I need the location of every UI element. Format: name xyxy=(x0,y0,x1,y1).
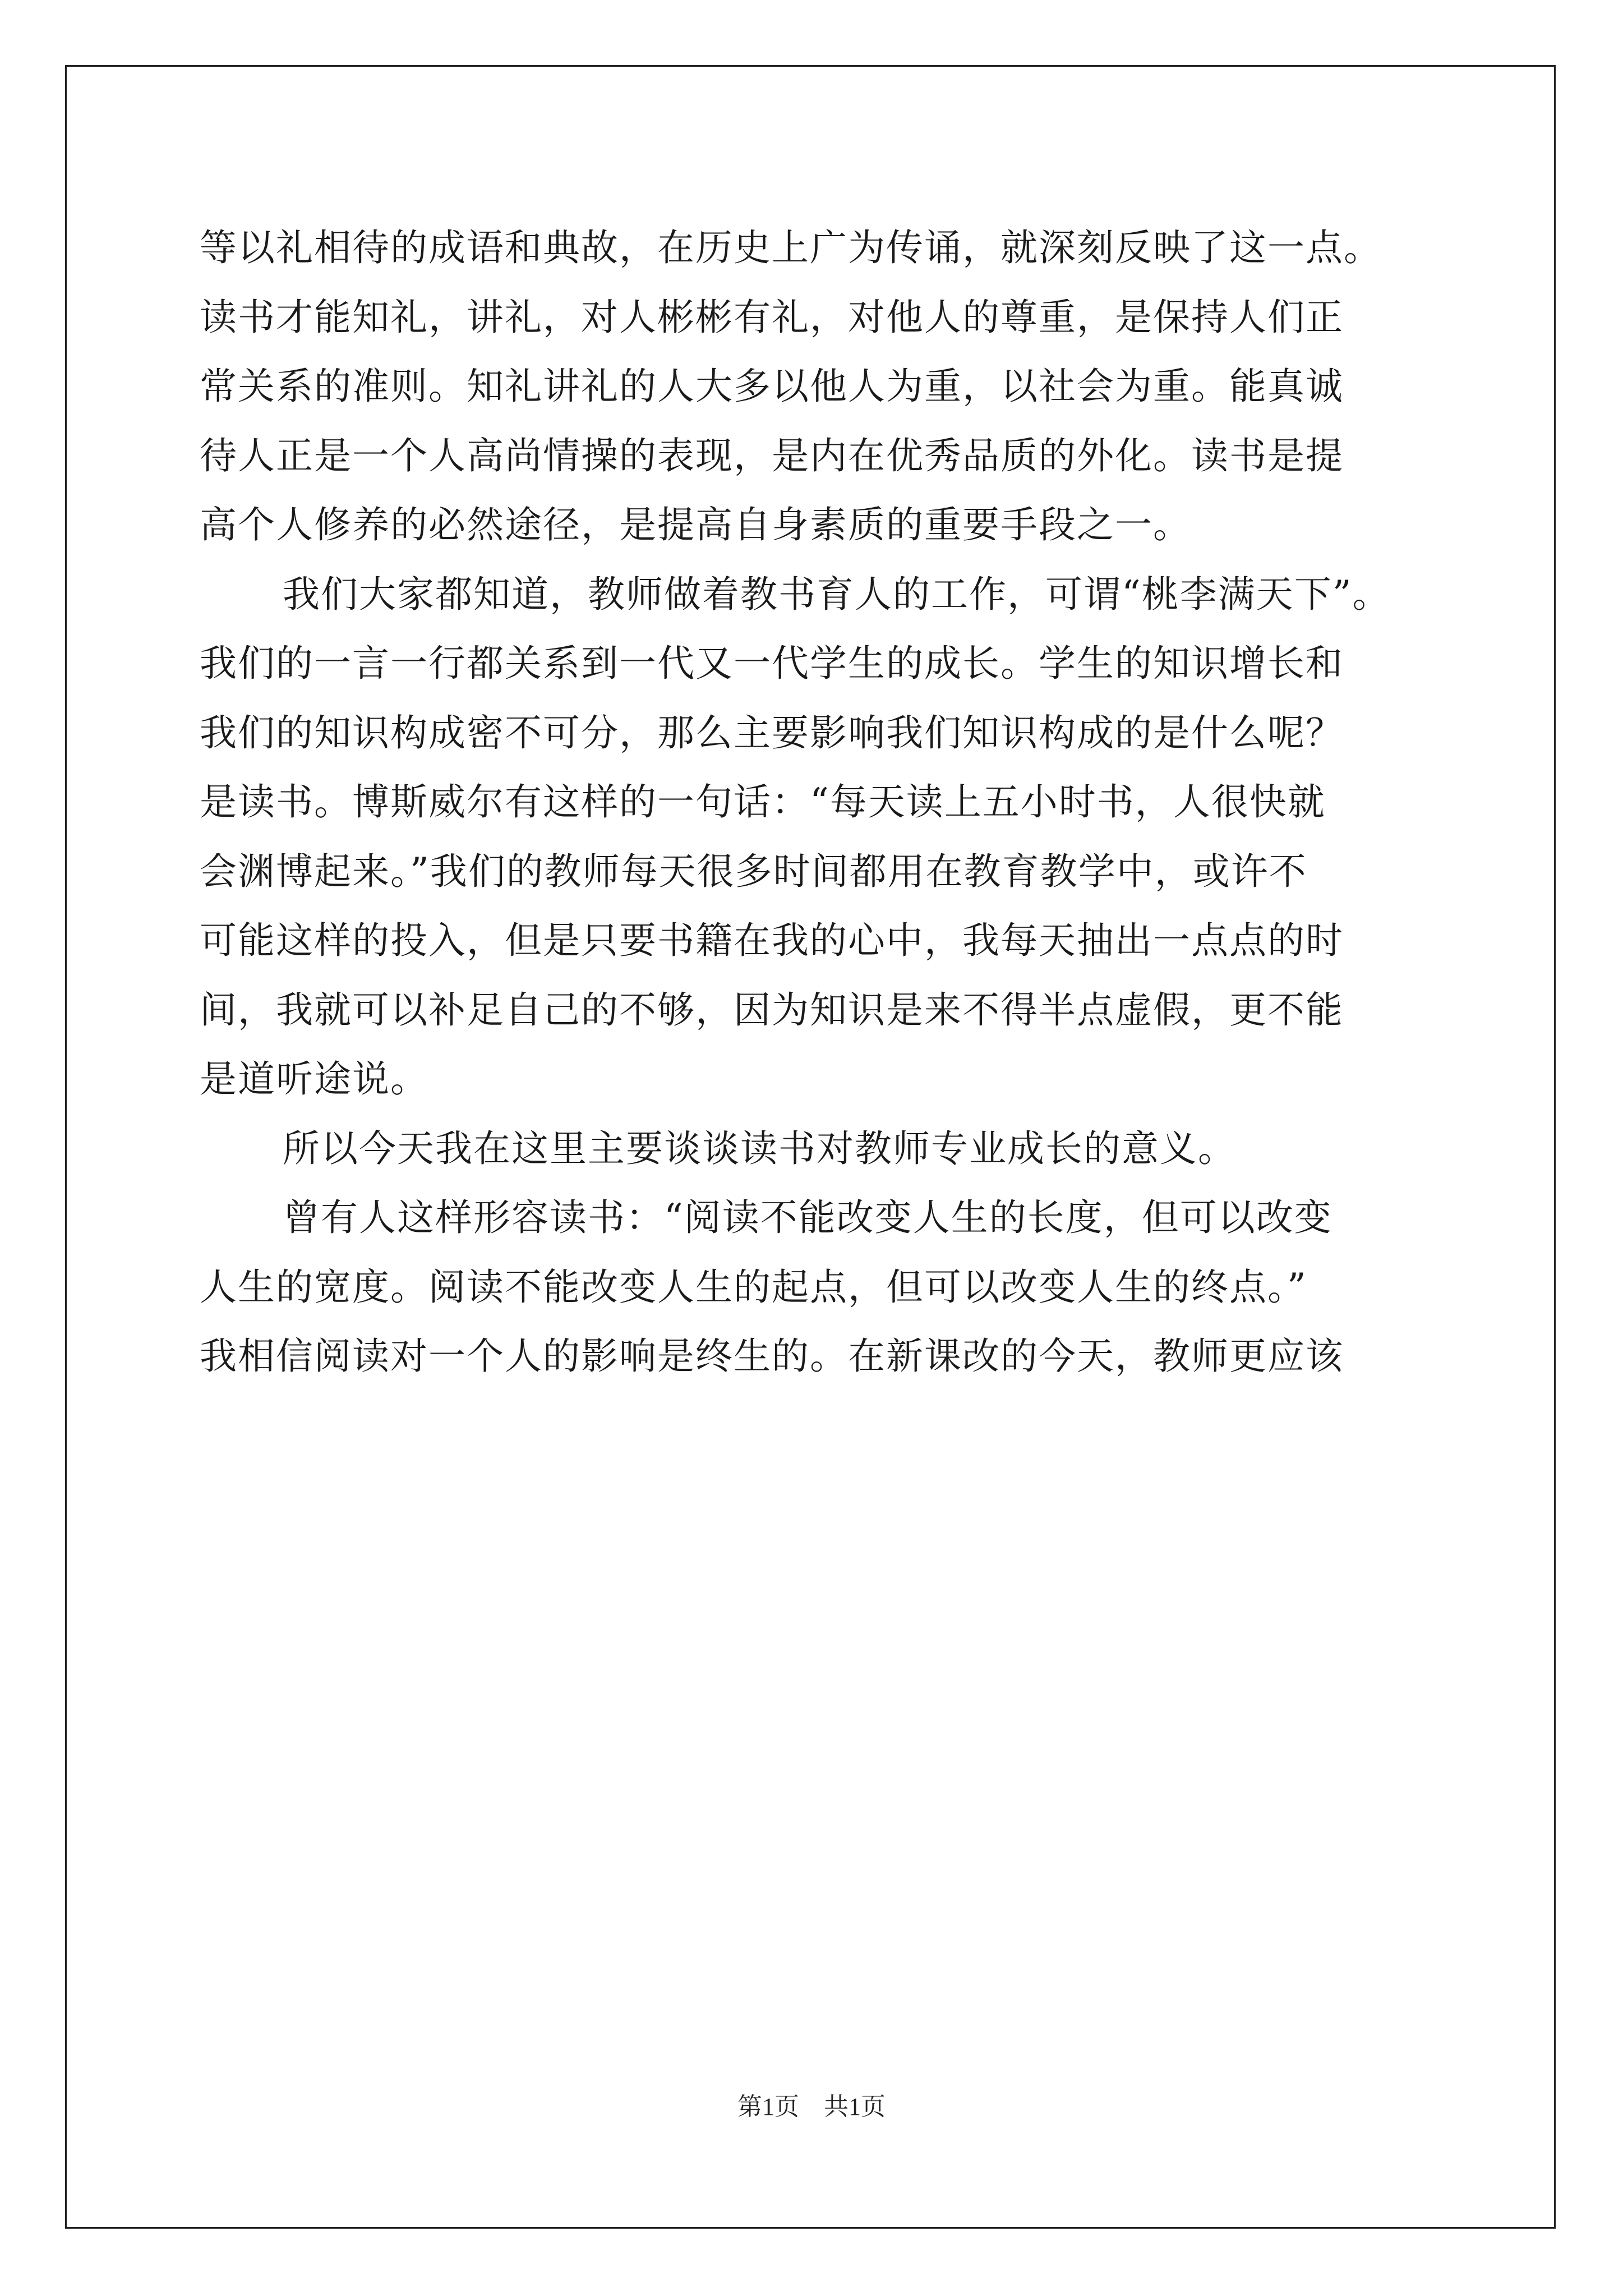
text-line-16: 人生的宽度。阅读不能改变人生的起点，但可以改变人生的终点。” xyxy=(200,1265,1307,1309)
text-line-11: 可能这样的投入，但是只要书籍在我的心中，我每天抽出一点点的时 xyxy=(200,919,1344,962)
text-line-8: 我们的知识构成密不可分，那么主要影响我们知识构成的是什么呢？ xyxy=(200,711,1344,754)
text-line-14: 所以今天我在这里主要谈谈读书对教师专业成长的意义。 xyxy=(283,1126,1236,1170)
text-line-2: 读书才能知礼，讲礼，对人彬彬有礼，对他人的尊重，是保持人们正 xyxy=(200,295,1344,339)
text-line-5: 高个人修养的必然途径，是提高自身素质的重要手段之一。 xyxy=(200,503,1191,546)
text-line-1: 等以礼相待的成语和典故，在历史上广为传诵，就深刻反映了这一点。 xyxy=(200,226,1382,269)
text-line-7: 我们的一言一行都关系到一代又一代学生的成长。学生的知识增长和 xyxy=(200,642,1344,685)
text-line-15: 曾有人这样形容读书：“阅读不能改变人生的长度，但可以改变 xyxy=(283,1196,1332,1239)
document-body xyxy=(200,213,1456,1391)
text-line-17: 我相信阅读对一个人的影响是终生的。在新课改的今天，教师更应该 xyxy=(200,1335,1344,1378)
text-line-3: 常关系的准则。知礼讲礼的人大多以他人为重，以社会为重。能真诚 xyxy=(200,365,1344,408)
page-number-footer: 第1页 共1页 xyxy=(737,2093,886,2120)
text-line-13: 是道听途说。 xyxy=(200,1057,428,1101)
text-line-4: 待人正是一个人高尚情操的表现，是内在优秀品质的外化。读书是提 xyxy=(200,434,1344,477)
text-line-12: 间，我就可以补足自己的不够，因为知识是来不得半点虚假，更不能 xyxy=(200,988,1344,1032)
text-line-10: 会渊博起来。”我们的教师每天很多时间都用在教育教学中，或许不 xyxy=(200,849,1307,893)
text-line-6: 我们大家都知道，教师做着教书育人的工作，可谓“桃李满天下”。 xyxy=(283,572,1391,616)
text-line-9: 是读书。博斯威尔有这样的一句话：“每天读上五小时书，人很快就 xyxy=(200,780,1326,823)
